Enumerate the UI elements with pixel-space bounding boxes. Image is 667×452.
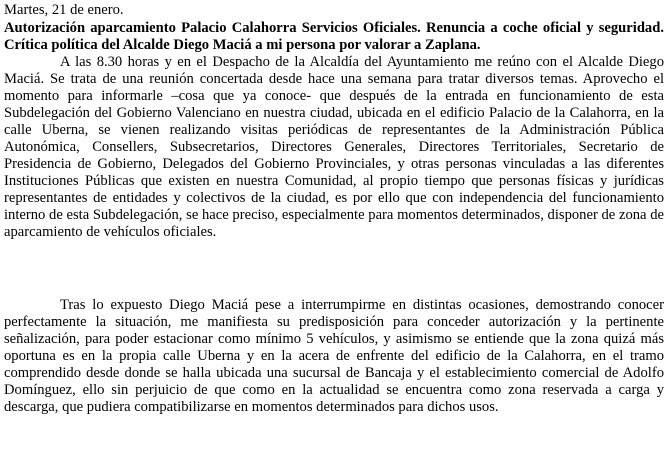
body-paragraph: Tras lo expuesto Diego Maciá pese a interrumpirme en distintas ocasiones, demostrando conocer perfectamente la situación, me manifiesta su predisposición para conceder autorización y la pertinente señalización, para poder estacionar como mínimo 5 vehículos, y asimismo se entiende que la zona quizá más oportuna es en la propia calle Uberna y en la acera de enfrente del edificio de la Calahorra, en el tramo comprendido desde donde se halla ubicada una sucursal de Bancaja y el establecimiento comercial de Adolfo Domínguez, ello sin perjuicio de que como en la actualidad se encuentra como zona reservada a carga y descarga, que pudiera compatibilizarse en momentos determinados para dichos usos. — [4, 297, 664, 415]
entry-heading: Autorización aparcamiento Palacio Calahorra Servicios Oficiales. Renuncia a coche oficial y seguridad. Crítica política del Alcalde Diego Maciá a mi persona por valorar a Zaplana. — [4, 20, 664, 53]
body-paragraph: A las 8.30 horas y en el Despacho de la Alcaldía del Ayuntamiento me reúno con el Alcalde Diego Maciá. Se trata de una reunión concertada desde hace una semana para tratar diversos temas. Aprovecho el momento para informarle –cosa que ya conoce- que después de la entrada en funcionamiento de esta Subdelegación del Gobierno Valenciano en nuestra ciudad, ubicada en el edificio Palacio de la Calahorra, en la calle Uberna, se vienen realizando visitas periódicas de representantes de la Administración Pública Autonómica, Consellers, Subsecretarios, Directores Generales, Directores Territoriales, Secretario de Presidencia de Gobierno, Delegados del Gobierno Provinciales, y otras personas vinculadas a las diferentes Instituciones Públicas que existen en nuestra Comunidad, al propio tiempo que personas físicas y jurídicas representantes de entidades y colectivos de la ciudad, es por ello que con independencia del funcionamiento interno de esta Subdelegación, se hace preciso, especialmente para momentos determinados, disponer de zona de aparcamiento de vehículos oficiales. — [4, 54, 664, 240]
entry-date: Martes, 21 de enero. — [4, 2, 124, 18]
